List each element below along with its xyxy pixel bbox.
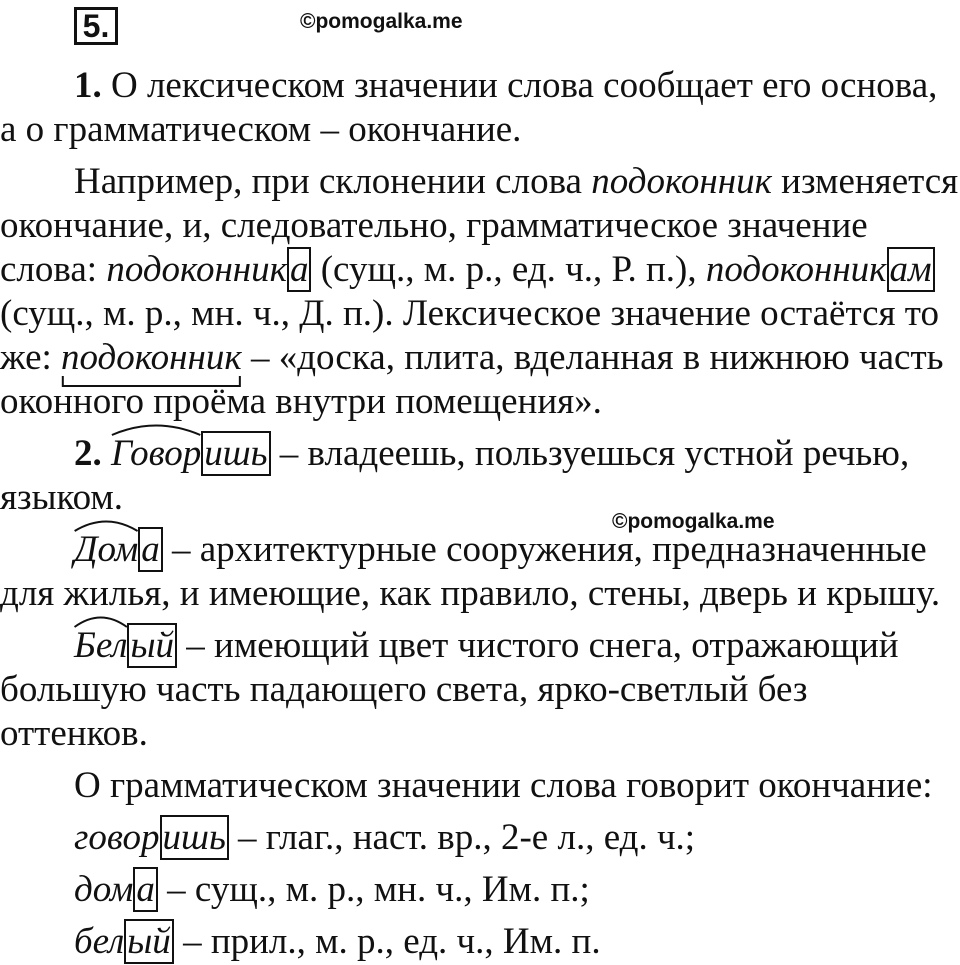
p2-line1 xyxy=(74,162,958,202)
p1-line1-text: О лексическом значении слова сообщает его основа, xyxy=(101,65,938,106)
p6-r3-text: – прил., м. р., ед. ч., Им. п. xyxy=(173,921,601,962)
p1-line1 xyxy=(74,66,937,106)
p5-l1: – имеющий цвет чистого снега, отражающий xyxy=(177,625,899,666)
ending-box-yj: ый xyxy=(124,919,174,964)
p6-r1-root: говор xyxy=(74,817,160,858)
p4-line1 xyxy=(74,530,927,570)
p2-line4: (сущ., м. р., мн. ч., Д. п.). Лексическое значение остаётся то xyxy=(0,293,939,334)
watermark-middle: ©pomogalka.me xyxy=(612,510,775,533)
p4-l1: – архитектурные сооружения, предназначенные xyxy=(162,529,927,570)
root-arc-word-govor xyxy=(111,434,201,474)
root-arc-word-dom xyxy=(74,530,138,570)
ending-box-a: а xyxy=(133,867,158,912)
p5-root-text: Бел xyxy=(74,625,128,666)
ending-box-ish: ишь xyxy=(160,815,229,860)
p5-line1 xyxy=(74,626,899,666)
p2-l1a: Например, при склонении слова xyxy=(74,161,592,202)
p6-r3-root: бел xyxy=(74,921,125,962)
p1-number: 1. xyxy=(74,65,102,106)
p1-line2: а о грамматическом – окончание. xyxy=(0,109,522,150)
ending-box-a: а xyxy=(287,247,312,292)
p2-word-stem-1: подоконник xyxy=(106,249,287,290)
p2-l3d: (сущ., м. р., ед. ч., Р. п.), xyxy=(311,249,706,290)
ending-box-a: а xyxy=(138,527,163,572)
p3-root-text: Говор xyxy=(111,433,202,474)
ending-box-am: ам xyxy=(887,247,935,292)
root-arc-mark xyxy=(111,422,201,436)
p6-intro: О грамматическом значении слова говорит окончание: xyxy=(74,765,933,806)
p6-row2 xyxy=(74,870,590,910)
p3-line2: языком. xyxy=(0,477,124,518)
root-arc-word-bel xyxy=(74,626,127,666)
p5-line3: оттенков. xyxy=(0,713,148,754)
root-arc-mark xyxy=(74,614,127,628)
p6-r2-root: дом xyxy=(74,869,134,910)
ending-box-ish: ишь xyxy=(201,431,270,476)
ending-box-yj: ый xyxy=(127,623,177,668)
stem-bracket-word xyxy=(61,338,242,378)
p4-root-text: Дом xyxy=(74,529,139,570)
p6-r1-text: – глаг., наст. вр., 2-е л., ед. ч.; xyxy=(228,817,696,858)
p2-l5c: – «доска, плита, вделанная в нижнюю часть xyxy=(241,337,944,378)
p5-line2: большую часть падающего света, ярко-светлый без xyxy=(0,669,808,710)
p6-row3 xyxy=(74,922,601,962)
p2-line2: окончание, и, следовательно, грамматическое значение xyxy=(0,205,868,246)
p6-row1 xyxy=(74,818,695,858)
root-arc-mark xyxy=(74,518,138,532)
task-number-box xyxy=(74,7,118,45)
p4-line2: для жилья, и имеющие, как правило, стены, дверь и крышу. xyxy=(0,573,941,614)
p3-number: 2. xyxy=(74,433,102,474)
p3-l1: – владеешь, пользуешься устной речью, xyxy=(270,433,910,474)
p2-line3 xyxy=(0,250,935,290)
p2-line6: оконного проёма внутри помещения». xyxy=(0,381,602,422)
p2-l1c: изменяется xyxy=(771,161,959,202)
p6-r2-text: – сущ., м. р., мн. ч., Им. п.; xyxy=(157,869,590,910)
p3-line1 xyxy=(74,434,909,474)
p2-word-podokonnik: подоконник xyxy=(591,161,772,202)
p2-word-stem-2: подоконник xyxy=(705,249,887,290)
task-number: 5. xyxy=(82,8,110,44)
p2-line5 xyxy=(0,338,944,378)
p2-l3a: слова: xyxy=(0,249,107,290)
p2-stem-text: подоконник xyxy=(61,337,242,378)
p2-l5a: же: xyxy=(0,337,62,378)
watermark-top: ©pomogalka.me xyxy=(300,10,463,33)
